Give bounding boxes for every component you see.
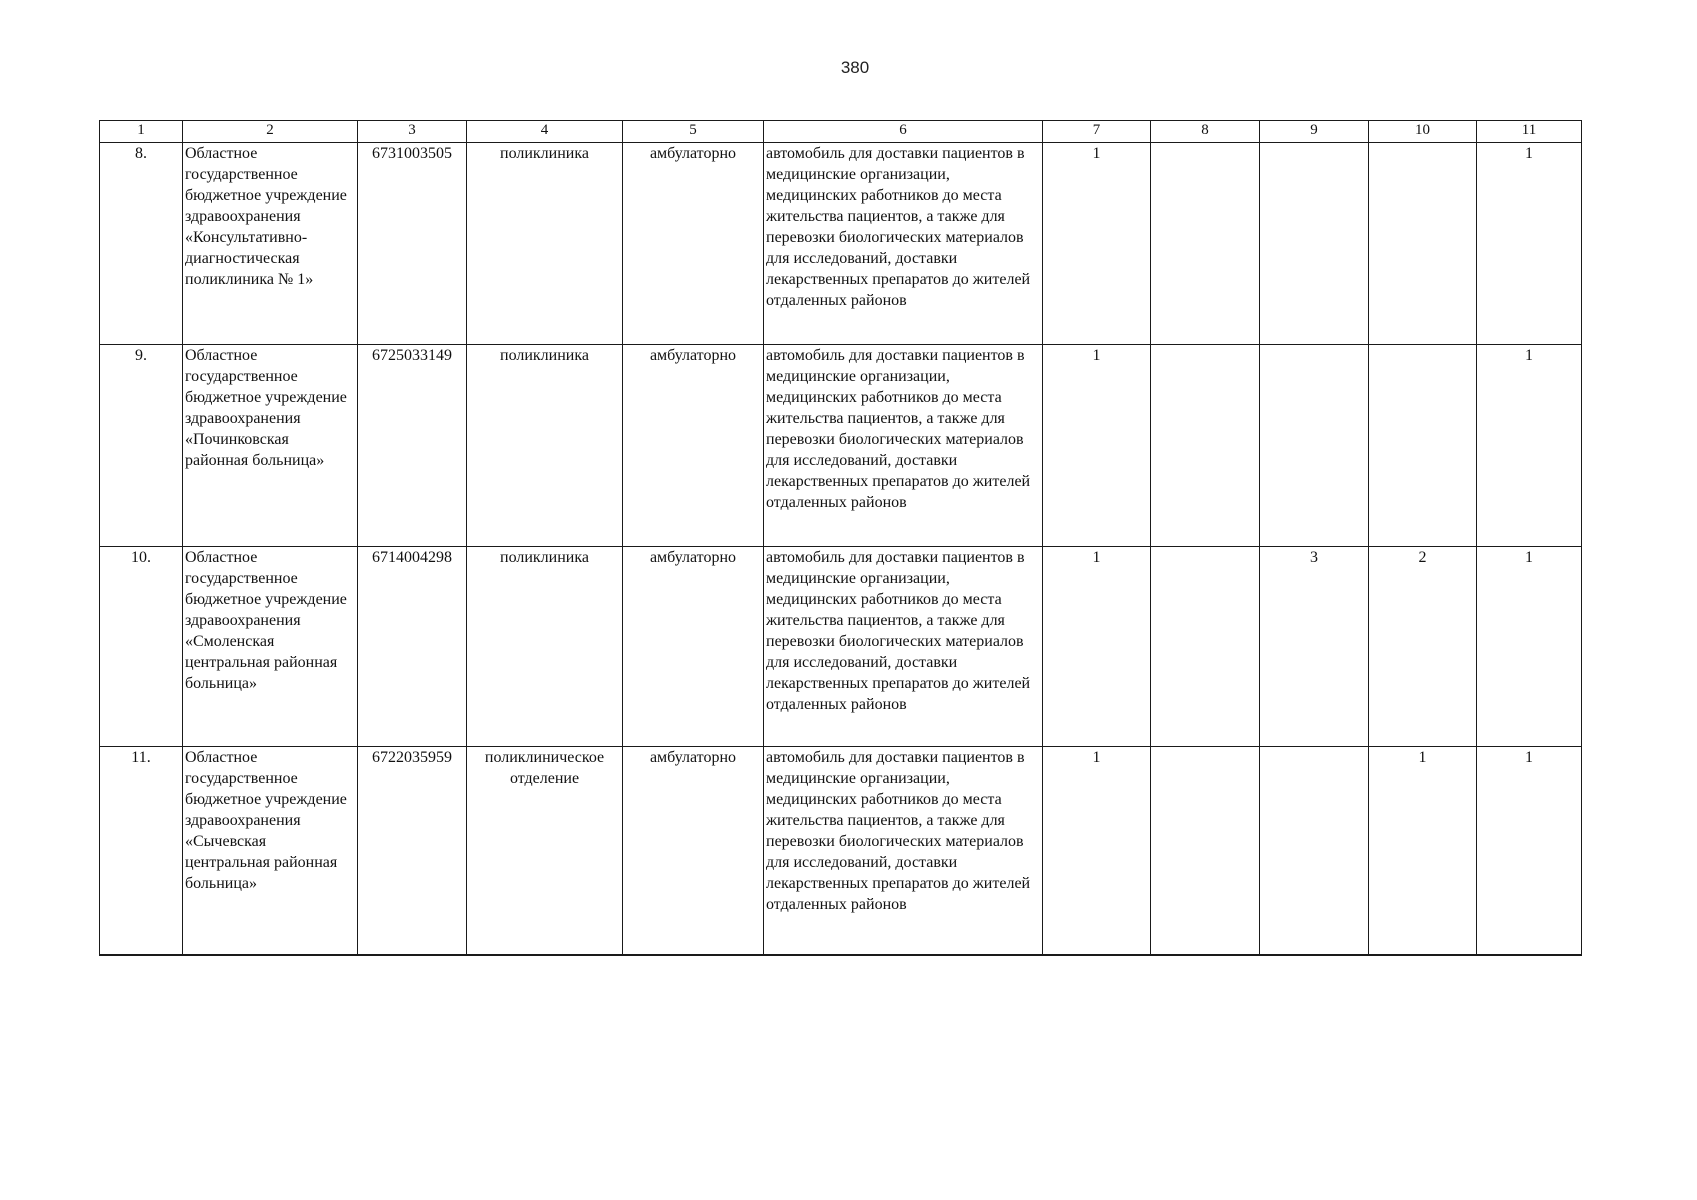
facility-type: поликлиническое отделение xyxy=(467,747,623,956)
column-header: 10 xyxy=(1369,121,1477,143)
care-mode: амбулаторно xyxy=(623,143,764,345)
col-7-value: 1 xyxy=(1043,345,1151,547)
col-8-value xyxy=(1151,747,1260,956)
col-11-value: 1 xyxy=(1477,345,1582,547)
data-table xyxy=(99,120,1582,956)
col-7-value: 1 xyxy=(1043,747,1151,956)
vehicle-purpose: автомобиль для доставки пациентов в медицинские организации, медицинских работников до места жительства пациентов, а также для перевозки биологических материалов для исследований, доставки лекарственных препаратов до жителей отдаленных районов xyxy=(764,345,1043,547)
col-8-value xyxy=(1151,547,1260,747)
row-number: 9. xyxy=(100,345,183,547)
care-mode: амбулаторно xyxy=(623,345,764,547)
col-7-value: 1 xyxy=(1043,143,1151,345)
col-10-value: 2 xyxy=(1369,547,1477,747)
column-header: 4 xyxy=(467,121,623,143)
vehicle-purpose: автомобиль для доставки пациентов в медицинские организации, медицинских работников до места жительства пациентов, а также для перевозки биологических материалов для исследований, доставки лекарственных препаратов до жителей отдаленных районов xyxy=(764,747,1043,956)
inn-cell: 6722035959 xyxy=(358,747,467,956)
col-11-value: 1 xyxy=(1477,747,1582,956)
inn-cell: 6714004298 xyxy=(358,547,467,747)
column-header: 7 xyxy=(1043,121,1151,143)
institution-name: Областное государственное бюджетное учреждение здравоохранения «Сычевская центральная районная больница» xyxy=(183,747,358,956)
header-row xyxy=(100,121,1582,143)
column-header: 3 xyxy=(358,121,467,143)
table-row xyxy=(100,547,1582,747)
table-row xyxy=(100,143,1582,345)
col-9-value: 3 xyxy=(1260,547,1369,747)
col-11-value: 1 xyxy=(1477,547,1582,747)
col-8-value xyxy=(1151,143,1260,345)
col-9-value xyxy=(1260,345,1369,547)
care-mode: амбулаторно xyxy=(623,547,764,747)
column-header: 11 xyxy=(1477,121,1582,143)
institution-name: Областное государственное бюджетное учреждение здравоохранения «Консультативно-диагностическая поликлиника № 1» xyxy=(183,143,358,345)
column-header: 6 xyxy=(764,121,1043,143)
table-row xyxy=(100,345,1582,547)
col-10-value: 1 xyxy=(1369,747,1477,956)
row-number: 10. xyxy=(100,547,183,747)
column-header: 1 xyxy=(100,121,183,143)
column-header: 5 xyxy=(623,121,764,143)
institution-name: Областное государственное бюджетное учреждение здравоохранения «Починковская районная больница» xyxy=(183,345,358,547)
column-header: 9 xyxy=(1260,121,1369,143)
row-number: 8. xyxy=(100,143,183,345)
facility-type: поликлиника xyxy=(467,143,623,345)
column-header: 8 xyxy=(1151,121,1260,143)
column-header: 2 xyxy=(183,121,358,143)
institution-name: Областное государственное бюджетное учреждение здравоохранения «Смоленская центральная районная больница» xyxy=(183,547,358,747)
col-10-value xyxy=(1369,345,1477,547)
col-9-value xyxy=(1260,747,1369,956)
facility-type: поликлиника xyxy=(467,345,623,547)
page-number: 380 xyxy=(840,58,870,77)
col-10-value xyxy=(1369,143,1477,345)
vehicle-purpose: автомобиль для доставки пациентов в медицинские организации, медицинских работников до места жительства пациентов, а также для перевозки биологических материалов для исследований, доставки лекарственных препаратов до жителей отдаленных районов xyxy=(764,143,1043,345)
row-number: 11. xyxy=(100,747,183,956)
facility-type: поликлиника xyxy=(467,547,623,747)
col-8-value xyxy=(1151,345,1260,547)
inn-cell: 6725033149 xyxy=(358,345,467,547)
inn-cell: 6731003505 xyxy=(358,143,467,345)
table-row xyxy=(100,747,1582,956)
col-11-value: 1 xyxy=(1477,143,1582,345)
care-mode: амбулаторно xyxy=(623,747,764,956)
col-9-value xyxy=(1260,143,1369,345)
vehicle-purpose: автомобиль для доставки пациентов в медицинские организации, медицинских работников до места жительства пациентов, а также для перевозки биологических материалов для исследований, доставки лекарственных препаратов до жителей отдаленных районов xyxy=(764,547,1043,747)
col-7-value: 1 xyxy=(1043,547,1151,747)
